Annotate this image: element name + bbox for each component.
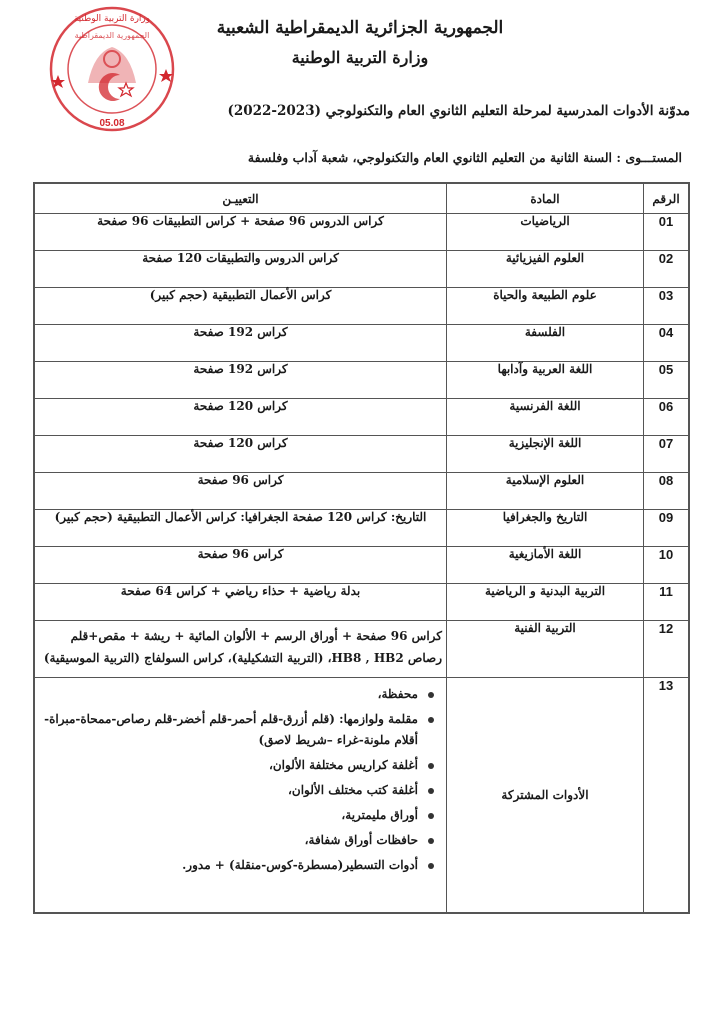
table-row xyxy=(34,436,689,473)
row-subject: اللغة الإنجليزية xyxy=(447,436,644,473)
list-item: حافظات أوراق شفافة، xyxy=(41,830,418,851)
common-tools-list xyxy=(41,684,440,876)
row-subject: العلوم الفيزيائية xyxy=(447,251,644,288)
list-item: أدوات التسطير(مسطرة-كوس-منقلة) + مدور. xyxy=(41,855,418,876)
supplies-table xyxy=(33,182,690,914)
row-number: 09 xyxy=(644,510,690,547)
row-subject: اللغة الأمازيغية xyxy=(447,547,644,584)
row-designation: كراس الدروس 96 صفحة + كراس التطبيقات 96 صفحة xyxy=(34,214,447,251)
row-number: 02 xyxy=(644,251,690,288)
row-subject: الرياضيات xyxy=(447,214,644,251)
row-designation: التاريخ: كراس 120 صفحة الجغرافيا: كراس الأعمال التطبيقية (حجم كبير) xyxy=(34,510,447,547)
row-designation xyxy=(34,678,447,913)
row-number: 01 xyxy=(644,214,690,251)
table-header-row xyxy=(34,183,689,214)
row-designation: كراس 120 صفحة xyxy=(34,399,447,436)
row-subject: الأدوات المشتركة xyxy=(447,678,644,913)
row-subject: علوم الطبيعة والحياة xyxy=(447,288,644,325)
row-number: 10 xyxy=(644,547,690,584)
row-number: 13 xyxy=(644,678,690,913)
list-item: أوراق مليمترية، xyxy=(41,805,418,826)
row-designation: كراس 96 صفحة + أوراق الرسم + الألوان المائية + ريشة + مقص+قلم رصاص HB8 , HB2، (التربية التشكيلية)، كراس السولفاج (التربية الموسيقية) xyxy=(34,621,447,678)
row-designation: كراس 120 صفحة xyxy=(34,436,447,473)
row-subject: التاريخ والجغرافيا xyxy=(447,510,644,547)
stamp-text-inner: الجمهورية الديمقراطية xyxy=(74,31,150,40)
row-number: 04 xyxy=(644,325,690,362)
row-number: 06 xyxy=(644,399,690,436)
table-row xyxy=(34,399,689,436)
table-row xyxy=(34,362,689,399)
level-line: المستـــوى : السنة الثانية من التعليم الثانوي العام والتكنولوجي، شعبة آداب وفلسفة xyxy=(247,150,682,165)
table-row xyxy=(34,510,689,547)
table-row-common-tools xyxy=(34,678,689,913)
row-number: 12 xyxy=(644,621,690,678)
stamp-text-top: وزارة التربية الوطنية xyxy=(73,14,151,24)
list-item: أغلفة كراريس مختلفة الألوان، xyxy=(41,755,418,776)
header-subject: المادة xyxy=(447,183,644,214)
row-number: 07 xyxy=(644,436,690,473)
row-subject: الفلسفة xyxy=(447,325,644,362)
row-number: 11 xyxy=(644,584,690,621)
row-designation: كراس 192 صفحة xyxy=(34,362,447,399)
table-row xyxy=(34,288,689,325)
row-designation: كراس 96 صفحة xyxy=(34,547,447,584)
row-number: 05 xyxy=(644,362,690,399)
republic-heading: الجمهورية الجزائرية الديمقراطية الشعبية xyxy=(216,18,504,38)
row-number: 03 xyxy=(644,288,690,325)
row-designation: كراس الأعمال التطبيقية (حجم كبير) xyxy=(34,288,447,325)
table-row xyxy=(34,547,689,584)
table-row xyxy=(34,584,689,621)
document-title: مدوّنة الأدوات المدرسية لمرحلة التعليم الثانوي العام والتكنولوجي (2023-2022) xyxy=(227,103,690,119)
row-subject: اللغة الفرنسية xyxy=(447,399,644,436)
table-row xyxy=(34,214,689,251)
table-row xyxy=(34,325,689,362)
stamp-code: 05.08 xyxy=(99,118,125,129)
row-subject: التربية الفنية xyxy=(447,621,644,678)
table-row xyxy=(34,251,689,288)
table-row xyxy=(34,621,689,678)
list-item: مقلمة ولوازمها: (قلم أزرق-قلم أحمر-قلم أخضر-قلم رصاص-ممحاة-مبراة-أقلام ملونة-غراء –شريط لاصق) xyxy=(41,709,418,751)
row-designation: كراس 96 صفحة xyxy=(34,473,447,510)
header-number: الرقم xyxy=(644,183,690,214)
row-designation: كراس 192 صفحة xyxy=(34,325,447,362)
row-subject: التربية البدنية و الرياضية xyxy=(447,584,644,621)
row-number: 08 xyxy=(644,473,690,510)
header-designation: التعييـن xyxy=(34,183,447,214)
list-item: أغلفة كتب مختلف الألوان، xyxy=(41,780,418,801)
row-designation: بدلة رياضية + حذاء رياضي + كراس 64 صفحة xyxy=(34,584,447,621)
table-row xyxy=(34,473,689,510)
row-subject: اللغة العربية وآدابها xyxy=(447,362,644,399)
row-designation: كراس الدروس والتطبيقات 120 صفحة xyxy=(34,251,447,288)
ministry-heading: وزارة التربية الوطنية xyxy=(291,48,429,67)
row-subject: العلوم الإسلامية xyxy=(447,473,644,510)
list-item: محفظة، xyxy=(41,684,418,705)
